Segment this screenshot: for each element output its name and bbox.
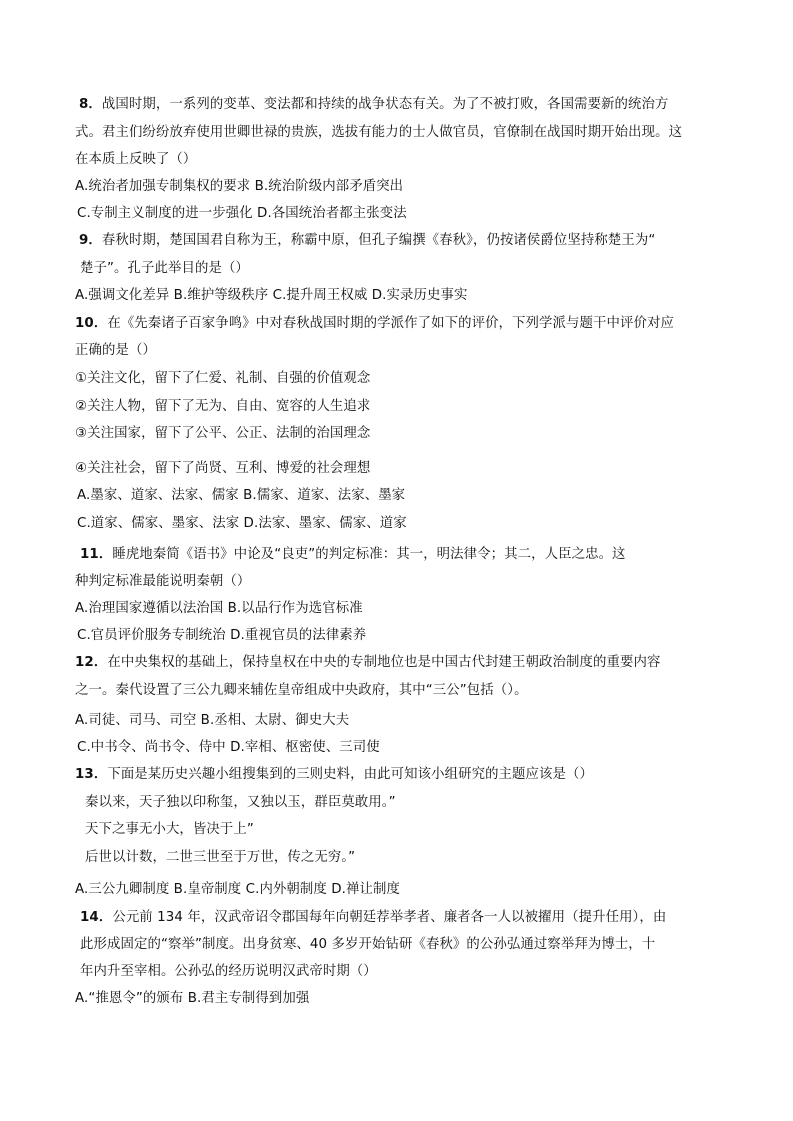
question-13-number: 13． — [75, 767, 108, 782]
question-12-line-2: 之一。秦代设置了三公九卿来辅佐皇帝组成中央政府，其中“三公”包括（）。 — [75, 683, 528, 698]
question-9-line-2: 楚子”。孔子此举目的是（） — [80, 261, 249, 276]
question-13-line-1: 13．下面是某历史兴趣小组搜集到的三则史料，由此可知该小组研究的主题应该是（） — [75, 767, 593, 782]
question-14-number: 14． — [80, 910, 113, 925]
question-12-options-ab: A.司徒、司马、司空 B.丞相、太尉、御史大夫 — [75, 713, 350, 728]
question-12-line-1: 12．在中央集权的基础上，保持皇权在中央的专制地位也是中国古代封建王朝政治制度的重要内容 — [75, 655, 661, 670]
question-14-line-3: 年内升至宰相。公孙弘的经历说明汉武帝时期（） — [80, 964, 377, 979]
question-8-options-ab: A.统治者加强专制集权的要求 B.统治阶级内部矛盾突出 — [75, 179, 404, 194]
question-13-options: A.三公九卿制度 B.皇帝制度 C.内外朝制度 D.禅让制度 — [75, 882, 400, 897]
question-10-item-1: ①关注文化，留下了仁爱、礼制、自强的价值观念 — [75, 371, 371, 386]
question-10-item-3: ③关注国家，留下了公平、公正、法制的治国理念 — [75, 426, 371, 441]
question-8-line-3: 在本质上反映了（） — [75, 152, 197, 167]
question-10-options-cd: C.道家、儒家、墨家、法家 D.法家、墨家、儒家、道家 — [77, 516, 407, 531]
question-8-line-1: 8．战国时期，一系列的变革、变法都和持续的战争状态有关。为了不被打败，各国需要新的统治方 — [79, 97, 669, 112]
question-8-number: 8． — [79, 97, 102, 112]
question-11-number: 11． — [80, 547, 113, 562]
question-10-options-ab: A.墨家、道家、法家、儒家 B.儒家、道家、法家、墨家 — [77, 488, 406, 503]
question-10-number: 10． — [75, 316, 108, 331]
question-14-options-ab: A.“推恩令”的颁布 B.君主专制得到加强 — [75, 991, 310, 1006]
question-13-quote-2: 天下之事无小大，皆决于上” — [85, 822, 254, 837]
question-13-quote-3: 后世以计数，二世三世至于万世，传之无穷。” — [85, 850, 356, 865]
question-14-line-2: 此形成固定的“察举”制度。出身贫寒、40 多岁开始钻研《春秋》的公孙弘通过察举拜为博士，十 — [80, 937, 656, 952]
question-10-item-2: ②关注人物，留下了无为、自由、宽容的人生追求 — [75, 399, 371, 414]
question-10-line-2: 正确的是（） — [75, 343, 156, 358]
question-11-options-cd: C.官员评价服务专制统治 D.重视官员的法律素养 — [77, 628, 367, 643]
question-9-line-1: 9．春秋时期，楚国国君自称为王，称霸中原，但孔子编撰《春秋》，仍按诸侯爵位坚持称楚王为“ — [79, 233, 656, 248]
question-8-line-2: 式。君主们纷纷放弃使用世卿世禄的贵族，选拔有能力的士人做官员，官僚制在战国时期开始出现。这 — [75, 125, 683, 140]
question-11-line-1: 11．睡虎地秦简《语书》中论及“良吏”的判定标准：其一，明法律令；其二，人臣之忠。这 — [80, 547, 626, 562]
question-10-line-1: 10．在《先秦诸子百家争鸣》中对春秋战国时期的学派作了如下的评价，下列学派与题干中评价对应 — [75, 316, 674, 331]
question-8-options-cd: C.专制主义制度的进一步强化 D.各国统治者都主张变法 — [77, 206, 407, 221]
question-12-number: 12． — [75, 655, 108, 670]
question-12-options-cd: C.中书令、尚书令、侍中 D.宰相、枢密使、三司使 — [77, 740, 380, 755]
question-9-number: 9． — [79, 233, 102, 248]
question-11-options-ab: A.治理国家遵循以法治国 B.以品行作为选官标准 — [75, 601, 363, 616]
question-9-options: A.强调文化差异 B.维护等级秩序 C.提升周王权威 D.实录历史事实 — [75, 288, 468, 303]
question-14-line-1: 14．公元前 134 年，汉武帝诏令郡国每年向朝廷荐举孝者、廉者各一人以被擢用（提升任用），由 — [80, 910, 667, 925]
question-11-line-2: 种判定标准最能说明秦朝（） — [75, 574, 251, 589]
question-13-quote-1: 秦以来，天子独以印称玺，又独以玉，群臣莫敢用。” — [85, 795, 396, 810]
question-10-item-4: ④关注社会，留下了尚贤、互利、博爱的社会理想 — [75, 461, 371, 476]
